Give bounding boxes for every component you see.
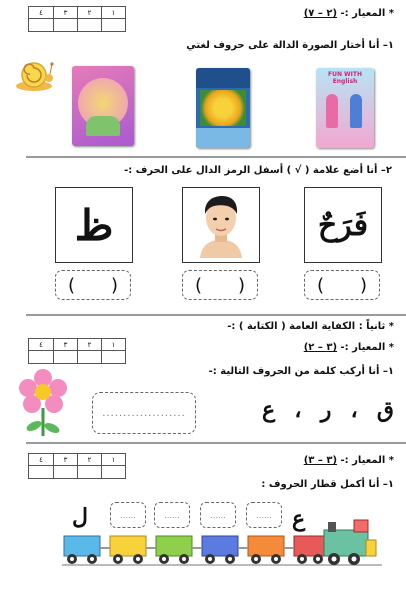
grid-cell-blank (53, 466, 77, 478)
letter-qaf: ق (376, 397, 394, 423)
criterion-1 (304, 8, 394, 19)
question-2: ٢– أنا أضع علامة ( √ ) أسفل الرمز الدال على الحرف :- (124, 165, 392, 176)
grid-cell-blank (77, 351, 101, 363)
book-science[interactable] (196, 68, 250, 148)
grid-cell-blank (53, 19, 77, 31)
answer-paren-farah[interactable] (304, 270, 380, 300)
paren-close: ) (237, 274, 245, 296)
answer-paren-boy[interactable] (182, 270, 258, 300)
criterion-code: (٣ – ٢) (303, 342, 338, 353)
score-grid-2 (28, 338, 126, 364)
paren-close: ) (110, 274, 118, 296)
word-answer-box[interactable]: .................... (92, 392, 196, 434)
criterion-label: * المعيار :- (340, 8, 394, 19)
comma: ، (350, 397, 358, 423)
book-science-flower (200, 90, 246, 126)
question-1: ١– أنا أختار الصورة الدالة على حروف لغتي (186, 40, 394, 51)
grid-cell: ١ (101, 339, 125, 351)
book-arabic[interactable] (72, 66, 134, 146)
grid-cell-blank (77, 466, 101, 478)
book-english-kid-right (350, 94, 362, 128)
boy-face-icon (192, 192, 250, 258)
divider-3 (26, 442, 406, 444)
letter-zah: ظ (74, 200, 114, 250)
paren-open: ( (195, 274, 203, 296)
train-slot-3[interactable]: ...... (154, 502, 190, 528)
grid-cell: ٢ (77, 7, 101, 19)
section-3-heading: * ثانياً : الكفاية العامة ( الكتابة ) :- (227, 321, 394, 332)
grid-cell-blank (29, 19, 53, 31)
snail-icon (12, 56, 56, 94)
grid-cell: ٤ (29, 7, 53, 19)
criterion-label: * المعيار :- (340, 455, 394, 466)
train-letter-ain: ع (292, 506, 306, 532)
criterion-3 (304, 455, 394, 466)
grid-cell-blank (29, 351, 53, 363)
paren-close: ) (359, 274, 367, 296)
question-4: ١– أنا أكمل قطار الحروف : (261, 479, 394, 490)
book-arabic-leaf (86, 116, 120, 136)
comma: ، (294, 397, 302, 423)
word-farah: فَرَحٌ (317, 207, 369, 243)
paren-open: ( (317, 274, 325, 296)
grid-cell: ١ (101, 7, 125, 19)
answer-paren-letter[interactable] (55, 270, 131, 300)
letters-row (262, 394, 394, 426)
grid-cell: ١ (101, 454, 125, 466)
divider-2 (26, 314, 406, 316)
grid-cell: ٤ (29, 339, 53, 351)
train-slot-2[interactable]: ...... (200, 502, 236, 528)
score-grid-1 (28, 6, 126, 32)
picture-box-farah[interactable] (304, 187, 382, 263)
grid-cell: ٣ (53, 339, 77, 351)
grid-cell: ٤ (29, 454, 53, 466)
grid-cell: ٣ (53, 454, 77, 466)
flower-icon (14, 368, 72, 438)
question-3: ١– أنا أركب كلمة من الحروف التالية :- (208, 366, 394, 377)
letter-ain: ع (262, 397, 276, 423)
grid-cell-blank (101, 466, 125, 478)
book-science-bottom (196, 128, 250, 148)
divider-1 (26, 156, 406, 158)
train-letter-lam: ل (72, 504, 88, 530)
criterion-code: (٢ – ٧) (303, 8, 338, 19)
grid-cell-blank (29, 466, 53, 478)
grid-cell-blank (53, 351, 77, 363)
paren-open: ( (68, 274, 76, 296)
book-english-title: FUN WITH English (327, 71, 363, 85)
letter-ra: ر (320, 397, 332, 423)
score-grid-3 (28, 453, 126, 479)
grid-cell-blank (77, 19, 101, 31)
train-slot-1[interactable]: ...... (246, 502, 282, 528)
book-science-header (196, 68, 250, 88)
criterion-label: * المعيار :- (340, 342, 394, 353)
train-slot-4[interactable]: ...... (110, 502, 146, 528)
grid-cell-blank (101, 351, 125, 363)
book-english[interactable] (316, 68, 374, 148)
grid-cell-blank (101, 19, 125, 31)
picture-box-boy[interactable] (182, 187, 260, 263)
book-english-kid-left (326, 94, 338, 128)
grid-cell: ٢ (77, 339, 101, 351)
grid-cell: ٢ (77, 454, 101, 466)
criterion-2 (304, 342, 394, 353)
picture-box-letter[interactable] (55, 187, 133, 263)
grid-cell: ٣ (53, 7, 77, 19)
criterion-code: (٣ – ٣) (303, 455, 338, 466)
